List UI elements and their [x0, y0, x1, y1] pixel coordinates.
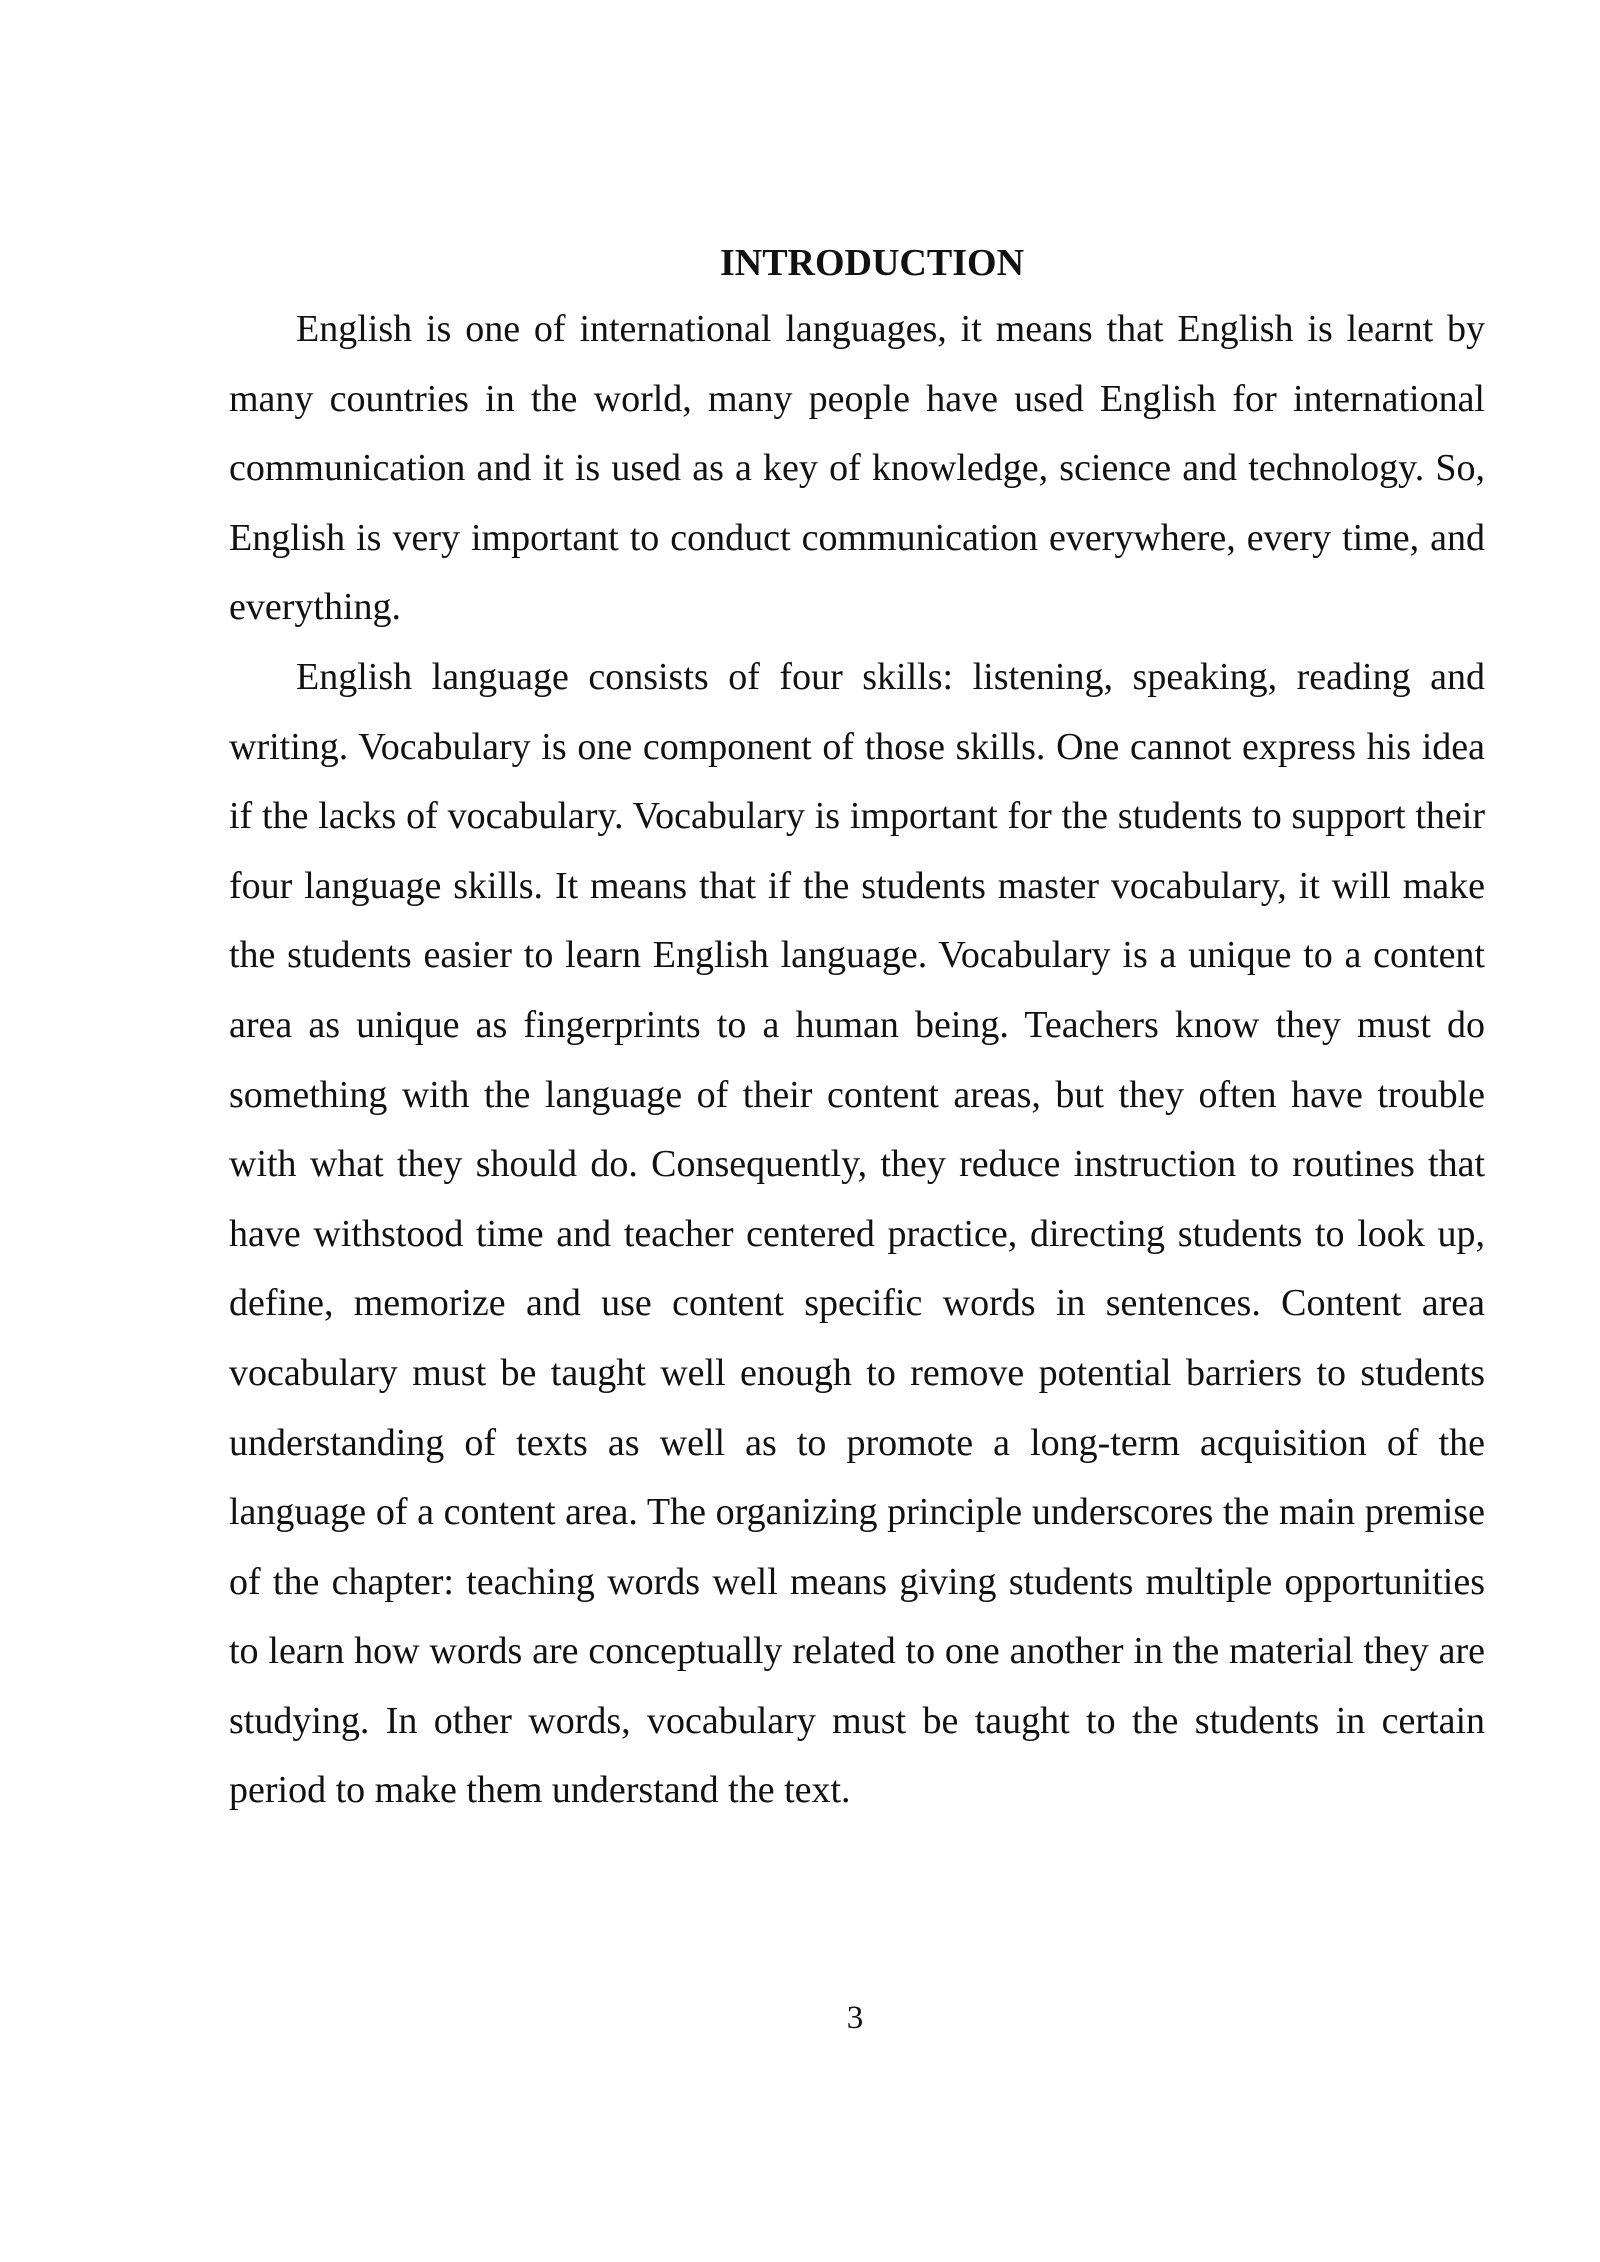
page-content — [229, 233, 1485, 1826]
page-title: INTRODUCTION — [719, 242, 1025, 284]
paragraph: English is one of international languages, it means that English is learnt by many countries in the world, many people have used English for international communication and it is used as a key of knowledge, science and technology. So, English is very important to conduct communication everywhere, every time, and everything. — [229, 308, 1485, 629]
paragraph: English language consists of four skills: listening, speaking, reading and writing. Vocabulary is one component of those skills. One cannot express his idea if the lacks of vocabulary. Vocabulary is important for the students to support their four language skills. It means that if the students master vocabulary, it will make the students easier to learn English language. Vocabulary is a unique to a content area as unique as fingerprints to a human being. Teachers know they must do something with the language of their content areas, but they often have trouble with what they should do. Consequently, they reduce instruction to routines that have withstood time and teacher centered practice, directing students to look up, define, memorize and use content specific words in sentences. Content area vocabulary must be taught well enough to remove potential barriers to students understanding of texts as well as to promote a long-term acquisition of the language of a content area. The organizing principle underscores the main premise of the chapter: teaching words well means giving students multiple opportunities to learn how words are conceptually related to one another in the material they are studying. In other words, vocabulary must be taught to the students in certain period to make them understand the text. — [229, 655, 1485, 1812]
page-number: 3 — [846, 2000, 864, 2036]
